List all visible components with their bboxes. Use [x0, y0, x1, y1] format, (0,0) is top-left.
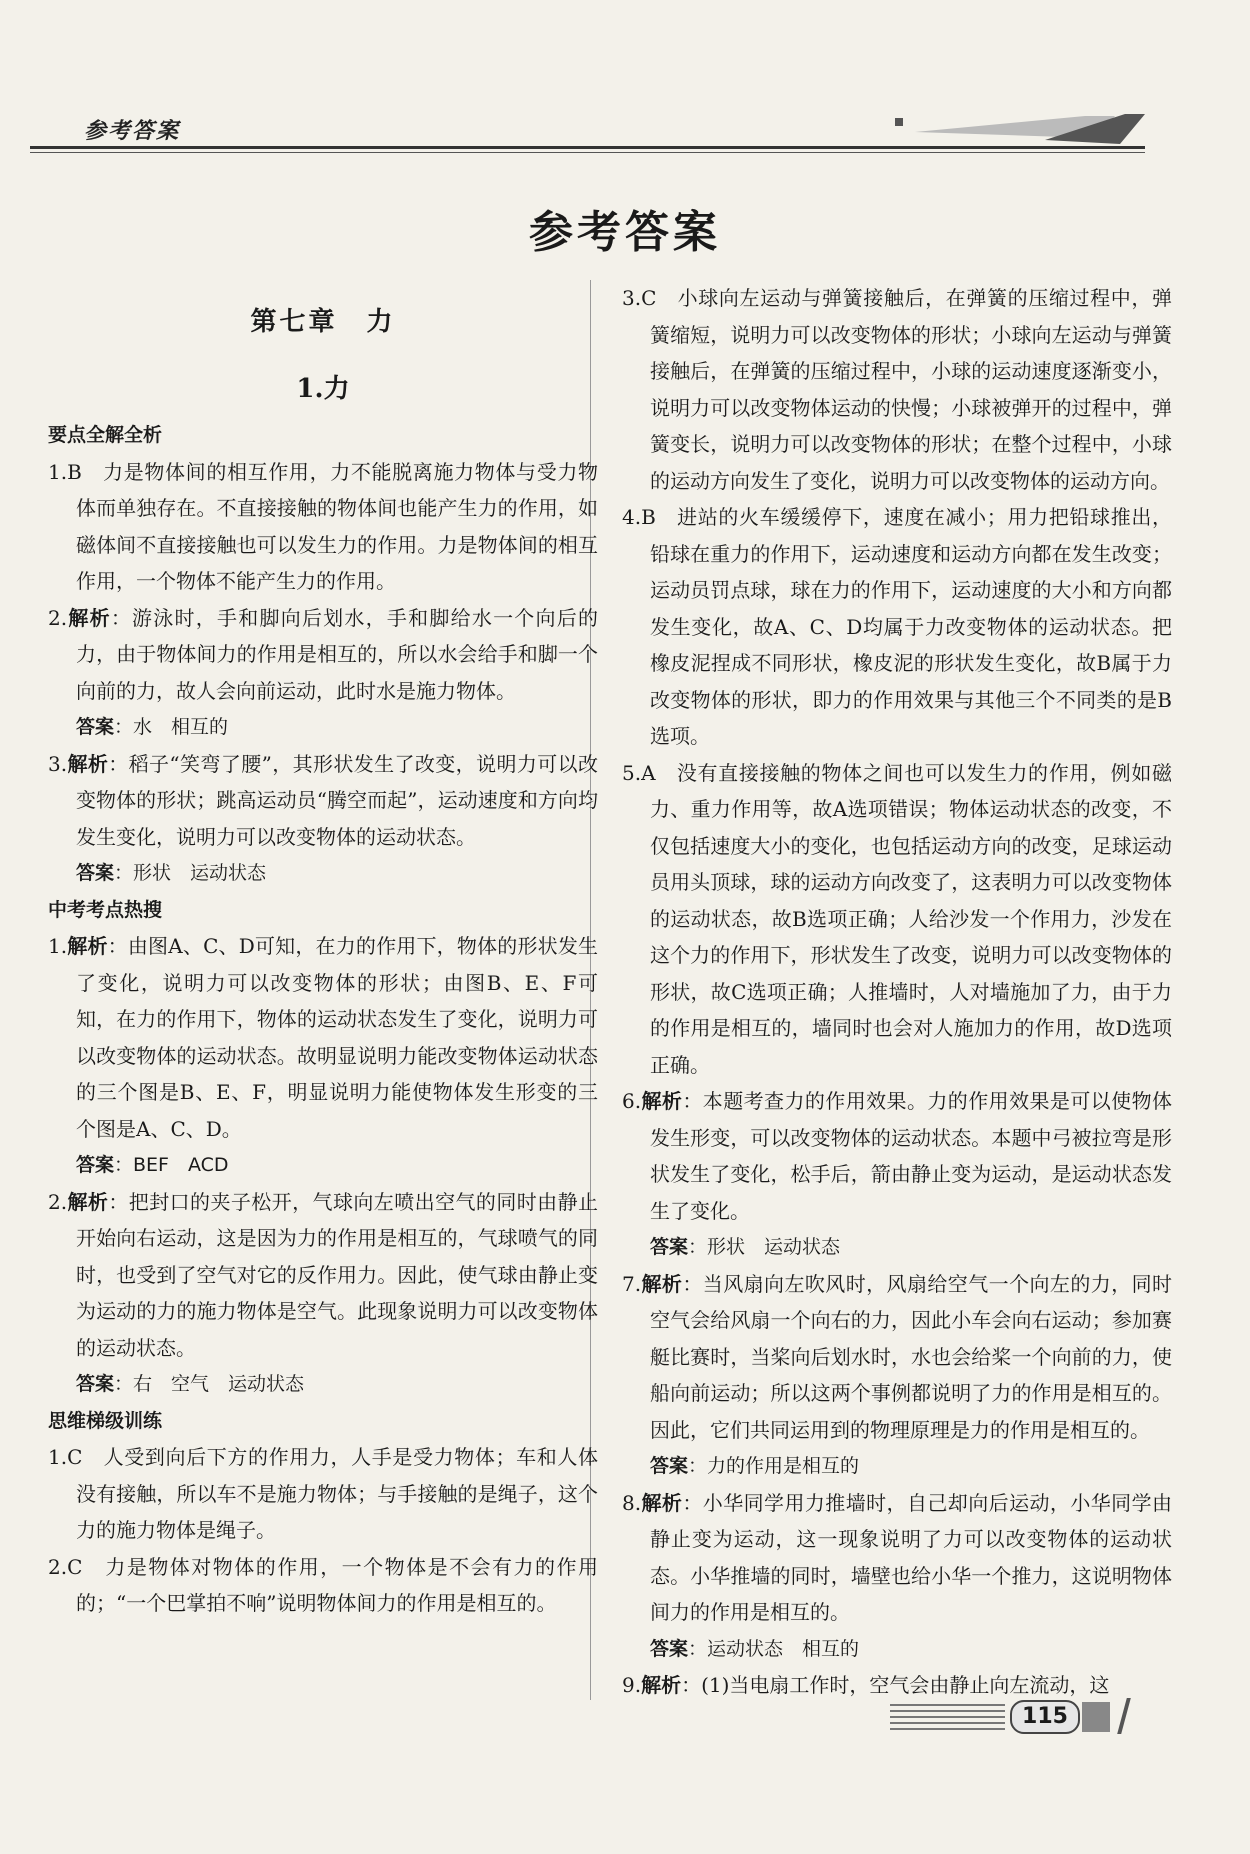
page-header	[30, 110, 1155, 158]
analysis-text: ：稻子“笑弯了腰”，其形状发生了改变，说明力可以改变物体的形状；跳高运动员“腾空而起”，运动速度和方向均发生变化，说明力可以改变物体的运动状态。	[76, 751, 599, 849]
analysis-text: ：本题考查力的作用效果。力的作用效果是可以使物体发生形变，可以改变物体的运动状态。本题中弓被拉弯是形状发生了变化，松手后，箭由静止变为运动，是运动状态发生了变化。	[650, 1089, 1173, 1223]
subhead-training: 思维梯级训练	[48, 1409, 163, 1432]
header-label: 参考答案	[84, 118, 181, 144]
chapter-heading: 第七章 力	[250, 307, 396, 337]
answer-tag: 答案	[76, 1154, 115, 1176]
left-column	[48, 290, 598, 1622]
analysis-tag: 解析	[641, 1490, 683, 1515]
answer-line	[622, 1448, 1172, 1485]
answer-tag: 答案	[76, 716, 115, 738]
analysis-tag: 解析	[67, 1189, 109, 1214]
analysis-tag: 解析	[641, 1673, 682, 1697]
analysis-text: ：把封口的夹子松开，气球向左喷出空气的同时由静止开始向右运动，这是因为力的作用是相互的，气球喷气的同时，也受到了空气对它的反作用力。因此，使气球由静止变为运动的力的施力物体是空气。此现象说明力可以改变物体的运动状态。	[76, 1189, 599, 1360]
answer-item: 7.解析：当风扇向左吹风时，风扇给空气一个向左的力，同时空气会给风扇一个向右的力，因此小车会向右运动；参加赛艇比赛时，当桨向后划水时，水也会给桨一个向前的力，使船向前运动；所以这两个事例都说明了力的作用是相互的。因此，它们共同运用到的物理原理是力的作用是相互的。	[622, 1271, 1173, 1442]
answer-item: 3.C 小球向左运动与弹簧接触后，在弹簧的压缩过程中，弹簧缩短，说明力可以改变物体的形状；小球向左运动与弹簧接触后，在弹簧的压缩过程中，小球的运动速度逐渐变小，说明力可以改变物体运动的快慢；小球被弹开的过程中，弹簧变长，说明力可以改变物体的形状；在整个过程中，小球的运动方向发生了变化，说明力可以改变物体的运动方向。	[622, 286, 1172, 493]
answer-item: 1.C 人受到向后下方的作用力，人手是受力物体；车和人体没有接触，所以车不是施力物体；与手接触的是绳子，这个力的施力物体是绳子。	[48, 1445, 598, 1542]
answer-line	[48, 709, 598, 746]
footer-lines	[890, 1704, 1005, 1734]
answer-line	[622, 1229, 1172, 1266]
answer-item: 8.解析：小华同学用力推墙时，自己却向后运动，小华同学由静止变为运动，这一现象说明了力可以改变物体的运动状态。小华推墙的同时，墙壁也给小华一个推力，这说明物体间力的作用是相互的。	[622, 1490, 1173, 1624]
page-footer	[890, 1698, 1160, 1738]
footer-block	[1082, 1702, 1110, 1732]
answer-tag: 答案	[650, 1236, 689, 1258]
right-column	[622, 280, 1172, 1704]
answer-item: 5.A 没有直接接触的物体之间也可以发生力的作用，例如磁力、重力作用等，故A选项错误；物体运动状态的改变，不仅包括速度大小的变化，也包括运动方向的改变，足球运动员用头顶球，球的运动方向改变了，这表明力可以改变物体的运动状态，故B选项正确；人给沙发一个作用力，沙发在这个力的作用下，形状发生了改变，说明力可以改变物体的形状，故C选项正确；人推墙时，人对墙施加了力，由于力的作用是相互的，墙同时也会对人施加力的作用，故D选项正确。	[622, 760, 1172, 1077]
answer-text: ：运动状态 相互的	[688, 1637, 860, 1660]
footer-slash	[1117, 1698, 1131, 1734]
answer-text: ：右 空气 运动状态	[114, 1373, 305, 1395]
subhead-exam-points: 中考考点热搜	[48, 898, 163, 921]
analysis-text: ：小华同学用力推墙时，自己却向后运动，小华同学由静止变为运动，这一现象说明了力可以改变物体的运动状态。小华推墙的同时，墙壁也给小华一个推力，这说明物体间力的作用是相互的。	[650, 1490, 1173, 1624]
header-swoosh-icon	[895, 110, 1155, 150]
answer-item: 1.B 力是物体间的相互作用，力不能脱离施力物体与受力物体而单独存在。不直接接触的物体间也能产生力的作用，如磁体间不直接接触也可以发生力的作用。力是物体间的相互作用，一个物体不能产生力的作用。	[48, 459, 598, 593]
analysis-tag: 解析	[641, 1089, 683, 1113]
analysis-text: ：(1)当电扇工作时，空气会由静止向左流动，这	[681, 1673, 1110, 1697]
answer-item: 9.解析：(1)当电扇工作时，空气会由静止向左流动，这	[622, 1673, 1110, 1697]
answer-item: 2.解析：把封口的夹子松开，气球向左喷出空气的同时由静止开始向右运动，这是因为力的作用是相互的，气球喷气的同时，也受到了空气对它的反作用力。因此，使气球由静止变为运动的力的施力物体是空气。此现象说明力可以改变物体的运动状态。	[48, 1189, 599, 1360]
page-title: 参考答案	[529, 207, 721, 258]
analysis-text: ：当风扇向左吹风时，风扇给空气一个向左的力，同时空气会给风扇一个向右的力，因此小车会向右运动；参加赛艇比赛时，当桨向后划水时，水也会给桨一个向前的力，使船向前运动；所以这两个事例都说明了力的作用是相互的。因此，它们共同运用到的物理原理是力的作用是相互的。	[650, 1271, 1173, 1442]
answer-text: ：水 相互的	[114, 716, 229, 738]
answer-item: 6.解析：本题考查力的作用效果。力的作用效果是可以使物体发生形变，可以改变物体的运动状态。本题中弓被拉弯是形状发生了变化，松手后，箭由静止变为运动，是运动状态发生了变化。	[622, 1089, 1173, 1223]
answer-text: ：BEF ACD	[114, 1154, 229, 1176]
page-number: 115	[1010, 1700, 1080, 1734]
header-rule-thin	[30, 152, 1145, 153]
analysis-tag: 解析	[67, 751, 109, 776]
answer-item: 2.C 力是物体对物体的作用，一个物体是不会有力的作用的；“一个巴掌拍不响”说明物体间力的作用是相互的。	[48, 1554, 598, 1615]
answer-line	[48, 855, 598, 892]
answer-item: 3.解析：稻子“笑弯了腰”，其形状发生了改变，说明力可以改变物体的形状；跳高运动员“腾空而起”，运动速度和方向均发生变化，说明力可以改变物体的运动状态。	[48, 751, 599, 849]
answer-tag: 答案	[76, 862, 115, 884]
answer-text: ：形状 运动状态	[688, 1236, 841, 1258]
answer-tag: 答案	[650, 1637, 689, 1660]
answer-line	[622, 1631, 1172, 1668]
subhead-key-points: 要点全解全析	[48, 424, 163, 446]
answer-line	[48, 1366, 598, 1403]
answer-item: 2.解析：游泳时，手和脚向后划水，手和脚给水一个向后的力，由于物体间力的作用是相互的，所以水会给手和脚一个向前的力，故人会向前运动，此时水是施力物体。	[48, 605, 599, 703]
analysis-tag: 解析	[641, 1271, 683, 1296]
answer-tag: 答案	[76, 1373, 115, 1395]
analysis-text: ：游泳时，手和脚向后划水，手和脚给水一个向后的力，由于物体间力的作用是相互的，所以水会给手和脚一个向前的力，故人会向前运动，此时水是施力物体。	[76, 605, 599, 703]
answer-text: ：形状 运动状态	[114, 862, 267, 884]
answer-item: 1.解析：由图A、C、D可知，在力的作用下，物体的形状发生了变化，说明力可以改变物体的形状；由图B、E、F可知，在力的作用下，物体的运动状态发生了变化，说明力可以改变物体的运动状态。故明显说明力能改变物体运动状态的三个图是B、E、F，明显说明力能使物体发生形变的三个图是A、C、D。	[48, 934, 599, 1141]
answer-tag: 答案	[650, 1455, 689, 1477]
analysis-tag: 解析	[67, 605, 111, 630]
answer-item: 4.B 进站的火车缓缓停下，速度在减小；用力把铅球推出，铅球在重力的作用下，运动速度和运动方向都在发生改变；运动员罚点球，球在力的作用下，运动速度的大小和方向都发生变化，故A、C、D均属于力改变物体的运动状态。把橡皮泥捏成不同形状，橡皮泥的形状发生变化，故B属于力改变物体的形状，即力的作用效果与其他三个不同类的是B选项。	[622, 505, 1172, 748]
analysis-text: ：由图A、C、D可知，在力的作用下，物体的形状发生了变化，说明力可以改变物体的形状；由图B、E、F可知，在力的作用下，物体的运动状态发生了变化，说明力可以改变物体的运动状态。故明显说明力能改变物体运动状态的三个图是B、E、F，明显说明力能使物体发生形变的三个图是A、C、D。	[76, 934, 599, 1141]
answer-line	[48, 1147, 598, 1184]
section-heading: 1.力	[296, 373, 350, 404]
answer-text: ：力的作用是相互的	[688, 1455, 860, 1477]
analysis-tag: 解析	[67, 934, 108, 958]
